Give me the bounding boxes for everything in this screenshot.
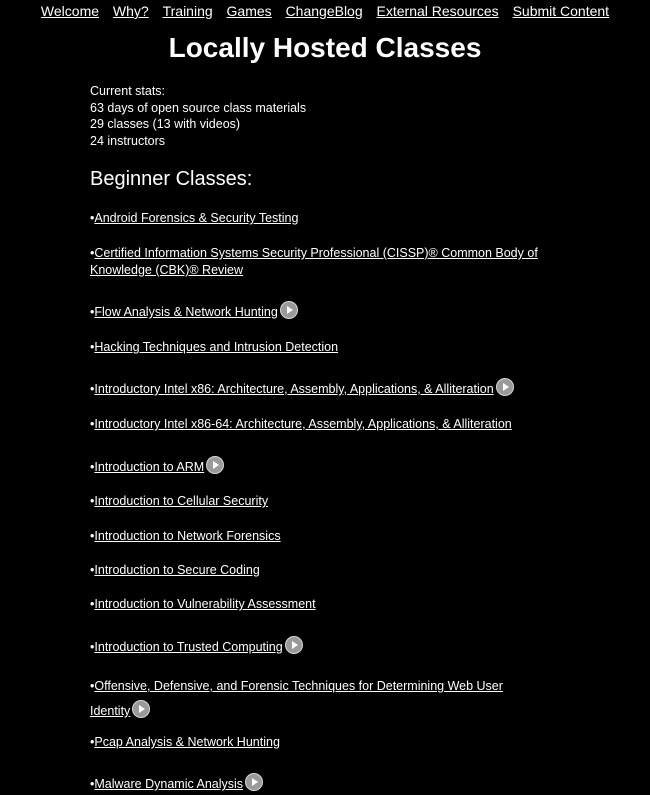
bullet: • [90,382,95,396]
play-video-icon[interactable] [245,773,263,791]
course-link[interactable]: Offensive, Defensive, and Forensic Techniques for Determining Web User Identity [90,679,503,718]
course-link[interactable]: Introduction to ARM [94,460,205,474]
course-link[interactable]: Certified Information Systems Security Professional (CISSP)® Common Body of Knowledge (CBK)® Review [90,246,538,277]
course-item [90,210,560,227]
beginner-classes-heading: Beginner Classes: [90,168,253,190]
course-item [90,493,560,510]
course-link[interactable]: Introduction to Vulnerability Assessment [94,597,316,611]
course-item [90,245,560,279]
course-item [90,674,530,724]
play-video-icon[interactable] [280,301,298,319]
play-video-icon[interactable] [206,456,224,474]
course-item [90,456,560,476]
nav-link-submit-content[interactable]: Submit Content [512,3,610,19]
stats-instructors: 24 instructors [90,133,166,148]
bullet: • [90,211,95,225]
stats-classes: 29 classes (13 with videos) [90,117,241,131]
course-item [90,528,560,545]
course-item [90,596,560,613]
course-link[interactable]: Introductory Intel x86: Architecture, Assembly, Applications, & Alliteration [94,382,494,396]
course-item [90,301,560,321]
course-link[interactable]: Introduction to Secure Coding [94,563,260,577]
course-link[interactable]: Hacking Techniques and Intrusion Detection [94,340,339,354]
course-link[interactable]: Introduction to Cellular Security [94,494,269,508]
nav-link-why[interactable]: Why? [112,3,149,19]
course-item [90,773,560,793]
bullet: • [90,305,95,319]
bullet: • [90,777,95,791]
bullet: • [90,460,95,474]
course-link[interactable]: Introduction to Network Forensics [94,529,281,543]
bullet: • [90,735,95,749]
course-item [90,339,560,356]
course-link[interactable]: Introduction to Trusted Computing [94,640,283,654]
course-item [90,562,560,579]
bullet: • [90,563,95,577]
play-video-icon[interactable] [132,700,150,718]
course-item [90,416,560,433]
course-item [90,734,560,751]
nav-link-changeblog[interactable]: ChangeBlog [285,3,363,19]
bullet: • [90,417,95,431]
bullet: • [90,679,95,693]
course-link[interactable]: Introductory Intel x86-64: Architecture, Assembly, Applications, & Alliteration [94,417,512,431]
course-link[interactable]: Pcap Analysis & Network Hunting [94,735,280,749]
nav-link-training[interactable]: Training [162,3,213,19]
course-item [90,636,560,656]
play-video-icon[interactable] [496,378,514,396]
nav-link-welcome[interactable]: Welcome [40,3,100,19]
bullet: • [90,529,95,543]
course-link[interactable]: Android Forensics & Security Testing [94,211,299,225]
page-title: Locally Hosted Classes [168,32,482,63]
nav-link-external-resources[interactable]: External Resources [376,3,499,19]
top-nav [0,3,650,19]
course-item [90,378,560,398]
course-link[interactable]: Malware Dynamic Analysis [94,777,244,791]
bullet: • [90,340,95,354]
stats-days: 63 days of open source class materials [90,100,307,115]
bullet: • [90,494,95,508]
stats-heading: Current stats: [90,84,166,98]
bullet: • [90,597,95,611]
stats-block [90,83,306,149]
bullet: • [90,246,95,260]
nav-link-games[interactable]: Games [226,3,272,19]
bullet: • [90,640,95,654]
course-link[interactable]: Flow Analysis & Network Hunting [94,305,278,319]
play-video-icon[interactable] [285,636,303,654]
